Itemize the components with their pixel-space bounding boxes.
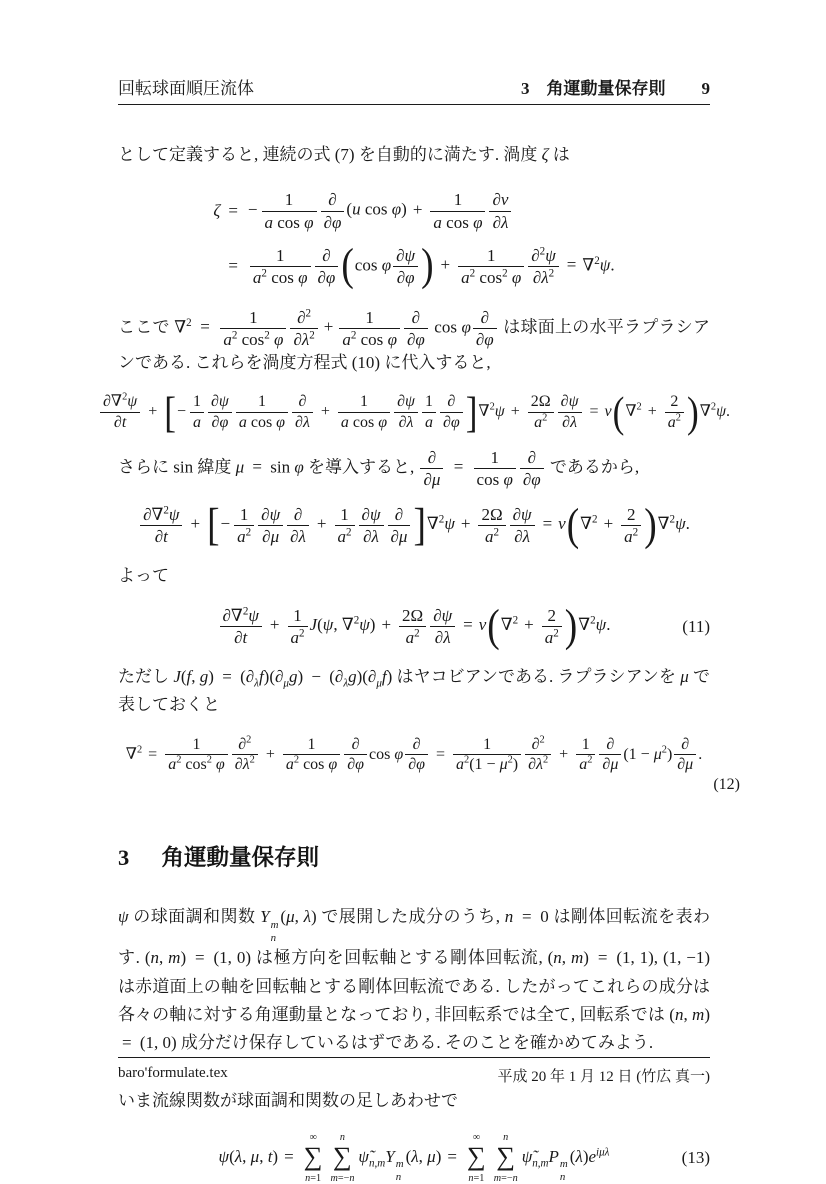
page-number: 9 (701, 79, 710, 98)
equation-vorticity-phi (88, 388, 740, 436)
equation-zeta-rhs1: − $\frac{1}{\text{a cos φ}}$ ∂ ∂φ (u cos φ) + $\frac{1}{\text{a cos φ}}$ $\frac{\partial v}{\partial\lambda}$ (248, 183, 615, 238)
footer-date-author: 平成 20 年 1 月 12 日 (竹広 真一) (497, 1069, 710, 1085)
equation-zeta-line1 (213, 183, 614, 238)
equation-zeta-line2 (213, 239, 614, 294)
running-head-section: 3 角運動量保存則 (521, 79, 666, 98)
equation-12-number: (12) (713, 776, 740, 794)
equation-vorticity-phi-body: $\frac{\partial\nabla^2\psi}{\partial t}$ + [− $\frac{1}{a}$ $\frac{\partial\psi}{\partial\varphi}$ $\frac{1}{\text{a cos φ}}$ ∂ ∂λ + $\frac{1}{\text{a cos φ}}$ $\frac{\partial\psi}{\partial\lambda}$ $\frac{1}{a}$ ∂ ∂φ ]∇$^2$ψ + $\frac{2\Omega}{a^2}$ $\frac{\partial\psi}{\partial\lambda}$ = ν(∇$^2$ + $\frac{2}{a^2}$ )∇$^2$ψ. (98, 403, 730, 420)
equation-11 (118, 601, 710, 652)
equation-zeta (213, 183, 614, 293)
paragraph-laplacian: ここで ∇$^2$ = $\frac{1}{a^2 \cos^2 \varphi}$ $\frac{\partial^2}{\partial\lambda^2}$ + $\frac{1}{a^2 \cos \varphi}$ ∂ ∂φ cos φ ∂ ∂φ は球面上の水平ラプラシアンである. これらを渦度方程式 (10) に代入すると, (118, 306, 711, 372)
paragraph-therefore: よって (118, 565, 169, 585)
paragraph-spherical-harmonics: ψ の球面調和関数 Y m n (μ, λ) で展開した成分のうち, n = 0 は剛体回転流を表わす. (n, m) = (1, 0) は極方向を回転軸とする剛体回転流, (n, m) = (1, 1), (1, −1) は赤道面上の軸を回転軸とする剛体回転流である. したがってこれらの成分は各々の軸に対する角運動量となっており, 非回転系では全て, 回転系では (n, m) = (1, 0) 成分だけ保存しているはずである. そのことを確かめてみよう. (118, 907, 711, 1053)
footer-filename: baro'formulate.tex (118, 1065, 228, 1081)
section-title: 角運動量保存則 (161, 845, 320, 871)
equation-13 (118, 1132, 710, 1184)
equation-11-number: (11) (682, 616, 710, 636)
running-head-left: 回転球面順圧流体 (118, 79, 254, 98)
header-rule (118, 104, 710, 105)
equation-12-body: ∇$^2$ = $\frac{1}{a^2 \cos^2 \varphi}$ $\frac{\partial^2}{\partial\lambda^2}$ + $\frac{1}{a^2 \cos \varphi}$ ∂ ∂φ cos φ ∂ ∂φ = $\frac{1}{a^2(1 - \mu^2)}$ $\frac{\partial^2}{\partial\lambda^2}$ + $\frac{1}{a^2}$ ∂ ∂μ $(1 - \mu^2)$ ∂ ∂μ . (125, 734, 703, 774)
equation-vorticity-mu-body: $\frac{\partial\nabla^2\psi}{\partial t}$ + [− $\frac{1}{a^2}$ $\frac{\partial\psi}{\partial\mu}$ ∂ ∂λ + $\frac{1}{a^2}$ $\frac{\partial\psi}{\partial\lambda}$ ∂ ∂μ ]∇$^2$ψ + $\frac{2\Omega}{a^2}$ $\frac{\partial\psi}{\partial\lambda}$ = ν(∇$^2$ + $\frac{2}{a^2}$ )∇$^2$ψ. (138, 514, 690, 533)
page-footer (118, 1057, 710, 1086)
equation-11-body: $\frac{\partial\nabla^2\psi}{\partial t}$ + $\frac{1}{a^2}$ J(ψ, ∇$^2$ψ) + $\frac{2\Omega}{a^2}$ $\frac{\partial\psi}{\partial\lambda}$ = ν(∇$^2$ + $\frac{2}{a^2}$ )∇$^2$ψ. (218, 615, 611, 634)
paragraph-streamfunction: いま流線関数が球面調和関数の足しあわせで (118, 1091, 458, 1111)
paragraph-sin-latitude: さらに sin 緯度 μ = sin φ を導入すると, ∂ ∂μ = $\frac{1}{\text{cos φ}}$ ∂ ∂φ であるから, (118, 447, 640, 489)
section-number: 3 (118, 845, 130, 871)
equation-13-number: (13) (681, 1147, 710, 1167)
equation-vorticity-mu (118, 500, 710, 551)
page-header (118, 78, 710, 99)
section-heading (118, 844, 710, 871)
paragraph-jacobian: ただし J(f, $g) = (\partial_\lambda f)(\partial_\mu g) - (\partial_\lambda g)(\partial_\mu f)$ はヤコビアンである. ラプラシアンを μ で表しておくと (118, 667, 711, 715)
equation-zeta-lhs-empty (213, 239, 220, 294)
equation-12 (88, 736, 740, 795)
equals-sign: = (228, 201, 238, 220)
equation-zeta-lhs: ζ (213, 201, 221, 220)
running-head-right (521, 78, 710, 99)
equals-sign: = (228, 256, 238, 276)
paragraph-intro: として定義すると, 連続の式 (7) を自動的に満たす. 渦度 ζ は (118, 145, 570, 165)
equation-zeta-rhs2: $\frac{1}{a^2 \cos \varphi}$ ∂ ∂φ (cos φ $\frac{\partial\psi}{\partial\varphi}$ ) + $\frac{1}{a^2 \cos^2 \varphi}$ $\frac{\partial^2\psi}{\partial\lambda^2}$ = ∇$^2$ψ. (248, 239, 615, 294)
equation-13-body: ψ(λ, μ, t) = ∞ ∑ n=1 n ∑ m=−n $\psĩ_{n,m}Y$ m n (λ, μ) = ∞ ∑ n=1 n ∑ m=−n $\psĩ_{n,m}P$ m n $(\lambda)e^{i\mu\lambda}$ (218, 1131, 610, 1184)
